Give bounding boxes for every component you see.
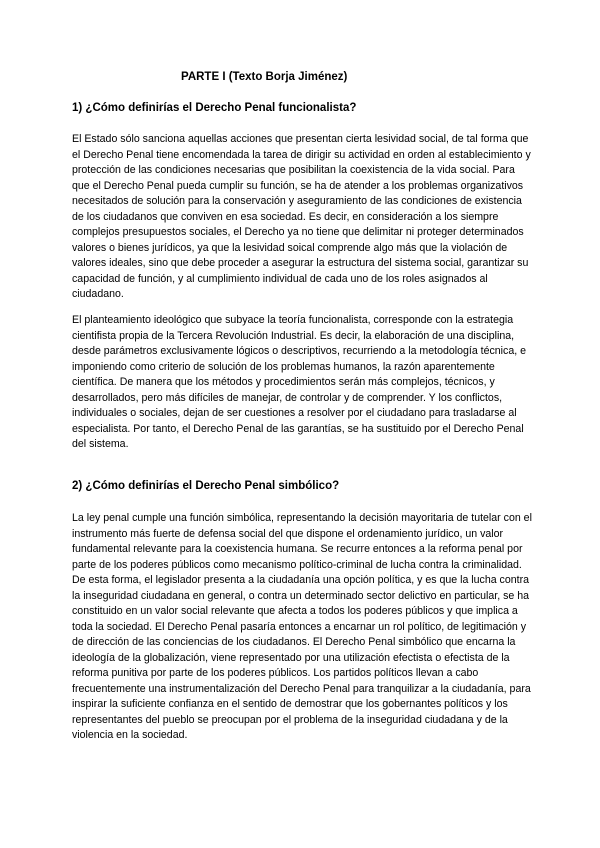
section-1-heading: 1) ¿Cómo definirías el Derecho Penal funcionalista? <box>72 102 357 114</box>
document-title: PARTE I (Texto Borja Jiménez) <box>181 71 348 83</box>
section-1-paragraph-1: El Estado sólo sanciona aquellas acciones que presentan cierta lesividad social, de tal forma que el Derecho Penal tiene encomendada la tarea de dirigir su actividad en orden al establecimiento y protección de las condiciones necesarias que posibilitan la coexistencia de la vida social. Para que el Derecho Penal pueda cumplir su función, se ha de atender a los problemas organizativos necesitados de solución para la conservación y aseguramiento de las condiciones de existencia de los ciudadanos que conviven en esa sociedad. Es decir, en consideración a los siempre complejos presupuestos sociales, el Derecho ya no tiene que delimitar ni proteger determinados valores o bienes jurídicos, ya que la lesividad soical comprende algo más que la violación de valores ideales, sino que debe proceder a asegurar la estructura del sistema social, garantizar su capacidad de función, y al cumplimiento individual de cada uno de los roles asignados al ciudadano. <box>72 133 531 300</box>
section-1-paragraph-2: El planteamiento ideológico que subyace la teoría funcionalista, corresponde con la estrategia cientifista propia de la Tercera Revolución Industrial. Es decir, la elaboración de una disciplina, desde parámetros exclusivamente lógicos o descriptivos, recurriendo a la metodología técnica, e imponiendo como criterio de solución de los problemas humanos, la razón aparentemente científica. De manera que los métodos y procedimientos serán más complejos, técnicos, y desarrollados, pero más difíciles de manejar, de controlar y de comprender. Y los conflictos, individuales o sociales, dejan de ser cuestiones a resolver por el ciudadano para trasladarse al especialista. Por tanto, el Derecho Penal de las garantías, se ha sustituido por el Derecho Penal del sistema. <box>72 314 527 450</box>
section-2-heading: 2) ¿Cómo definirías el Derecho Penal simbólico? <box>72 480 340 492</box>
section-2-paragraph-1: La ley penal cumple una función simbólica, representando la decisión mayoritaria de tutelar con el instrumento más fuerte de defensa social del que dispone el ordenamiento jurídico, un valor fundamental relevante para la coexistencia humana. Se recurre entonces a la reforma penal por parte de los poderes públicos como mecanismo político-criminal de lucha contra la criminalidad. De esta forma, el legislador presenta a la ciudadanía una opción política, y es que la lucha contra la inseguridad ciudadana en general, o contra un determinado sector delictivo en particular, se ha constituido en un valor social relevante que afecta a todos los poderes públicos y que implica a toda la sociedad. El Derecho Penal pasaría entonces a encarnar un rol político, de legitimación y de dirección de las conciencias de los ciudadanos. El Derecho Penal simbólico que encarna la ideología de la globalización, viene representado por una utilización efectista o efectista de la reforma punitiva por parte de los poderes públicos. Los partidos políticos llevan a cabo frecuentemente una instrumentalización del Derecho Penal para tranquilizar a la ciudadanía, para inspirar la suficiente confianza en el sentido de demostrar que los gobernantes políticos y los representantes del pueblo se preocupan por el problema de la inseguridad ciudadana y de la violencia en la sociedad. <box>72 512 532 741</box>
